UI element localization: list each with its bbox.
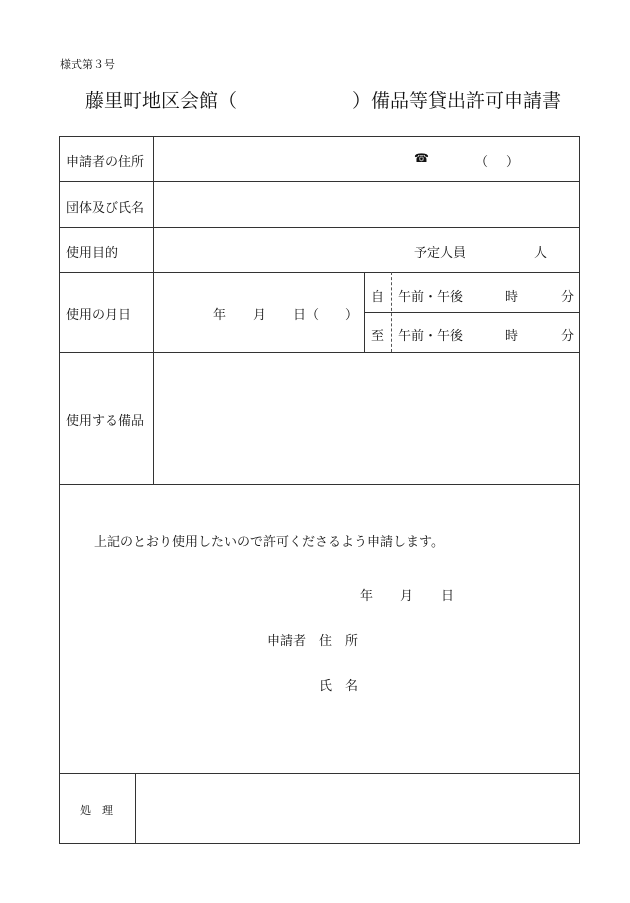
from-label: 自: [371, 290, 385, 305]
date-day: 日（: [293, 308, 320, 323]
declaration-year: 年: [360, 589, 374, 604]
title-left: 藤里町地区会館（: [85, 90, 238, 112]
address-label: 申請者の住所: [66, 155, 145, 170]
title-right: ）備品等貸出許可申請書: [352, 90, 562, 112]
applicant-address-label: 住 所: [319, 634, 359, 649]
date-label: 使用の月日: [66, 308, 132, 323]
applicant-label: 申請者: [267, 634, 307, 649]
to-hour: 時: [505, 329, 519, 344]
phone-icon: ☎: [414, 151, 429, 165]
declaration-text: 上記のとおり使用したいので許可くださるよう申請します。: [94, 535, 444, 550]
from-minute: 分: [561, 290, 575, 305]
purpose-label: 使用目的: [66, 246, 119, 261]
date-month: 月: [253, 308, 267, 323]
applicant-name-label: 氏 名: [319, 679, 359, 694]
people-unit: 人: [534, 246, 548, 261]
to-label: 至: [371, 329, 385, 344]
from-ampm: 午前・午後: [398, 290, 464, 305]
date-year: 年: [213, 308, 227, 323]
processing-label: 処 理: [80, 804, 113, 817]
group-label: 団体及び氏名: [66, 201, 145, 216]
declaration-month: 月: [400, 589, 414, 604]
phone-paren-close: ）: [506, 155, 520, 170]
to-minute: 分: [561, 329, 575, 344]
from-hour: 時: [505, 290, 519, 305]
form-number: 様式第３号: [60, 58, 115, 71]
equipment-label: 使用する備品: [66, 414, 145, 429]
to-ampm: 午前・午後: [398, 329, 464, 344]
declaration-day: 日: [441, 589, 455, 604]
expected-people-label: 予定人員: [414, 246, 467, 261]
date-close: ）: [345, 308, 359, 323]
phone-paren-open: （: [475, 155, 489, 170]
